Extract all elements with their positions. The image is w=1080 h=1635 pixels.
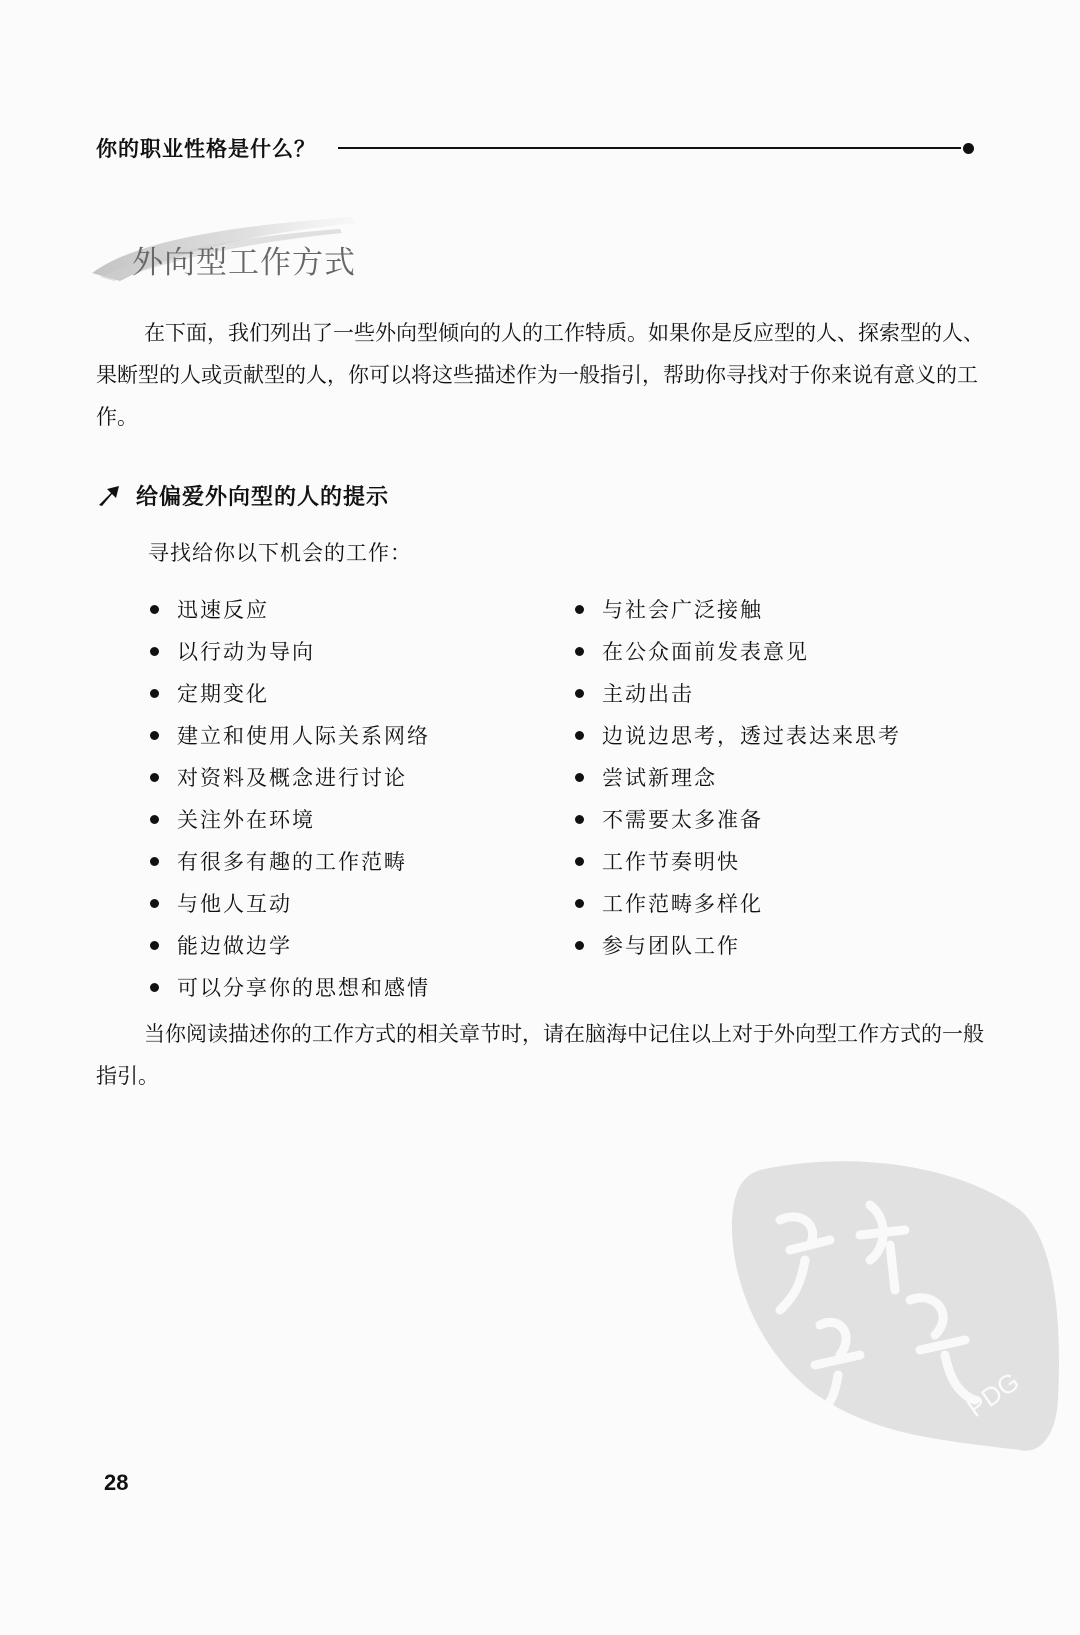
list-item: 建立和使用人际关系网络 — [150, 714, 430, 756]
watermark-seal — [720, 1150, 1065, 1465]
bullet-dot — [575, 689, 584, 698]
bullet-dot — [150, 689, 159, 698]
tips-lead: 寻找给你以下机会的工作： — [148, 541, 412, 565]
header-title: 你的职业性格是什么？ — [96, 137, 316, 161]
bullet-dot — [150, 731, 159, 740]
bullet-dot — [150, 773, 159, 782]
list-item: 定期变化 — [150, 672, 430, 714]
list-item: 尝试新理念 — [575, 756, 901, 798]
bullet-dot — [575, 731, 584, 740]
list-item: 对资料及概念进行讨论 — [150, 756, 430, 798]
bullet-dot — [150, 857, 159, 866]
tips-heading — [96, 480, 389, 511]
list-item: 边说边思考，透过表达来思考 — [575, 714, 901, 756]
list-item: 有很多有趣的工作范畴 — [150, 840, 430, 882]
list-item: 与社会广泛接触 — [575, 588, 901, 630]
bullet-dot — [150, 815, 159, 824]
closing-paragraph-text: 当你阅读描述你的工作方式的相关章节时，请在脑海中记住以上对于外向型工作方式的一般指引。 — [96, 1022, 984, 1088]
bullet-dot — [150, 605, 159, 614]
list-item: 主动出击 — [575, 672, 901, 714]
bullet-dot — [150, 941, 159, 950]
bullet-dot — [575, 857, 584, 866]
list-item: 与他人互动 — [150, 882, 430, 924]
bullet-dot — [150, 647, 159, 656]
page-number: 28 — [104, 1470, 129, 1495]
intro-paragraph — [96, 312, 986, 438]
running-header — [96, 132, 974, 164]
bullet-dot — [575, 773, 584, 782]
list-item: 可以分享你的思想和感情 — [150, 966, 430, 1008]
closing-paragraph — [96, 1013, 986, 1097]
bullet-dot — [575, 941, 584, 950]
list-item: 不需要太多准备 — [575, 798, 901, 840]
list-item: 参与团队工作 — [575, 924, 901, 966]
bullet-list-left — [150, 588, 430, 1008]
watermark-label: PDG — [961, 1366, 1025, 1423]
bullet-dot — [575, 815, 584, 824]
list-item: 在公众面前发表意见 — [575, 630, 901, 672]
section-banner — [90, 215, 360, 285]
list-item: 工作范畴多样化 — [575, 882, 901, 924]
list-item: 工作节奏明快 — [575, 840, 901, 882]
bullet-dot — [575, 899, 584, 908]
list-item: 以行动为导向 — [150, 630, 430, 672]
header-dot — [963, 143, 974, 154]
intro-paragraph-text: 在下面，我们列出了一些外向型倾向的人的工作特质。如果你是反应型的人、探索型的人、果断型的人或贡献型的人，你可以将这些描述作为一般指引，帮助你寻找对于你来说有意义的工作。 — [96, 321, 984, 429]
bullet-dot — [575, 647, 584, 656]
bullet-dot — [150, 899, 159, 908]
bullet-list-right — [575, 588, 901, 966]
list-item: 迅速反应 — [150, 588, 430, 630]
header-rule — [338, 147, 961, 149]
arrow-up-right-icon — [96, 484, 122, 508]
bullet-dot — [150, 983, 159, 992]
list-item: 能边做边学 — [150, 924, 430, 966]
section-title: 外向型工作方式 — [132, 245, 356, 281]
bullet-dot — [575, 605, 584, 614]
list-item: 关注外在环境 — [150, 798, 430, 840]
tips-heading-text: 给偏爱外向型的人的提示 — [136, 485, 390, 510]
